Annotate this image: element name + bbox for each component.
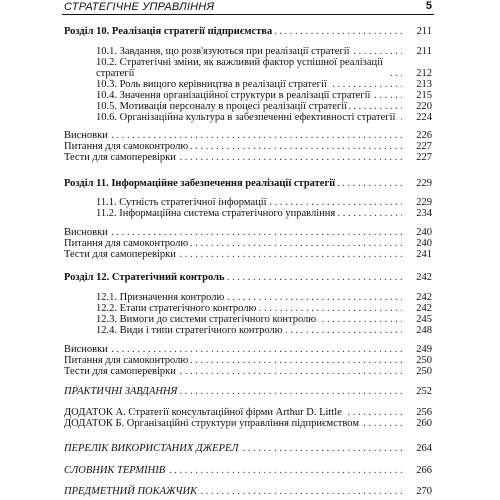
toc-page: 227 [404,152,432,163]
toc-label: 10.3. Роль вищого керівництва в реалізації стратегії [96,79,327,90]
toc-label: Висновки [64,344,108,355]
toc-page: 240 [404,227,432,238]
toc-page: 213 [404,79,432,90]
toc-label: Розділ 12. Стратегічний контроль [64,272,225,283]
toc-label: ДОДАТОК А. Стратегії консультаційної фірми Arthur D. Little [64,407,342,418]
toc-label: Тести для самоперевірки [64,366,176,377]
toc-page: 229 [404,178,432,189]
toc-page: 245 [404,314,432,325]
toc-label: Розділ 10. Реалізація стратегії підприємства [64,26,273,37]
toc-label: 11.2. Інформаційна система стратегічного управління [96,208,336,219]
toc-label: 10.6. Організаційна культура в забезпеченні ефективності стратегії [96,112,396,123]
toc-page: 212 [404,68,432,79]
toc-label: 12.4. Види і типи стратегічного контролю [96,325,283,336]
toc-page: 240 [404,238,432,249]
toc-label: ДОДАТОК Б. Організаційні структури управління підприємством [64,418,359,429]
toc-page: 224 [404,112,432,123]
toc-label: ПРАКТИЧНІ ЗАВДАННЯ [64,386,178,397]
toc-label: Розділ 11. Інформаційне забезпечення реалізації стратегії [64,178,336,189]
toc-label: 10.1. Завдання, що розв'язуються при реалізації стратегії [96,46,350,57]
toc-page: 256 [404,407,432,418]
toc-page: 250 [404,355,432,366]
toc-page: 249 [404,344,432,355]
toc-page: 226 [404,130,432,141]
toc-page: 227 [404,141,432,152]
page-number: 5 [425,0,432,12]
running-header-title: СТРАТЕГІЧНЕ УПРАВЛІННЯ [64,1,215,13]
toc-label: 11.1. Сутність стратегічної інформації [96,197,267,208]
running-header [62,0,434,15]
toc-label: Висновки [64,227,108,238]
toc-page: 241 [404,249,432,260]
toc-page: 248 [404,325,432,336]
toc-label: Тести для самоперевірки [64,152,176,163]
toc-label: Тести для самоперевірки [64,249,176,260]
toc-label: 12.3. Вимоги до системи стратегічного контролю [96,314,317,325]
toc-label: 12.1. Призначення контролю [96,292,225,303]
toc-page: 211 [404,46,432,57]
toc-label: Питання для самоконтролю [64,238,189,249]
toc-label: ПРЕДМЕТНИЙ ПОКАЖЧИК [64,486,198,497]
toc-page: 260 [404,418,432,429]
toc-page: 270 [404,486,432,497]
toc-page: 252 [404,386,432,397]
toc-label: 10.5. Мотивація персоналу в процесі реалізації стратегії [96,101,348,112]
toc-page: 264 [404,443,432,454]
toc-page: 242 [404,292,432,303]
toc-label: Питання для самоконтролю [64,141,189,152]
toc-page: 229 [404,197,432,208]
toc-label: Висновки [64,130,108,141]
toc-page: 250 [404,366,432,377]
toc-page: 242 [404,272,432,283]
toc-page: 220 [404,101,432,112]
toc-label: Питання для самоконтролю [64,355,189,366]
toc-page: 242 [404,303,432,314]
toc-page: 215 [404,90,432,101]
toc-label: 12.2. Етапи стратегічного контролю [96,303,257,314]
toc-label: СЛОВНИК ТЕРМІНІВ [64,465,166,476]
toc-label: 10.2. Стратегічні зміни, як важливий фактор успішної реалізації стратегії [96,57,388,79]
toc-page: 266 [404,465,432,476]
toc-page: 211 [404,26,432,37]
toc-label: ПЕРЕЛІК ВИКОРИСТАНИХ ДЖЕРЕЛ [64,443,239,454]
toc-page: 234 [404,208,432,219]
toc-label: 10.4. Значення організаційної структури в реалізації стратегії [96,90,371,101]
